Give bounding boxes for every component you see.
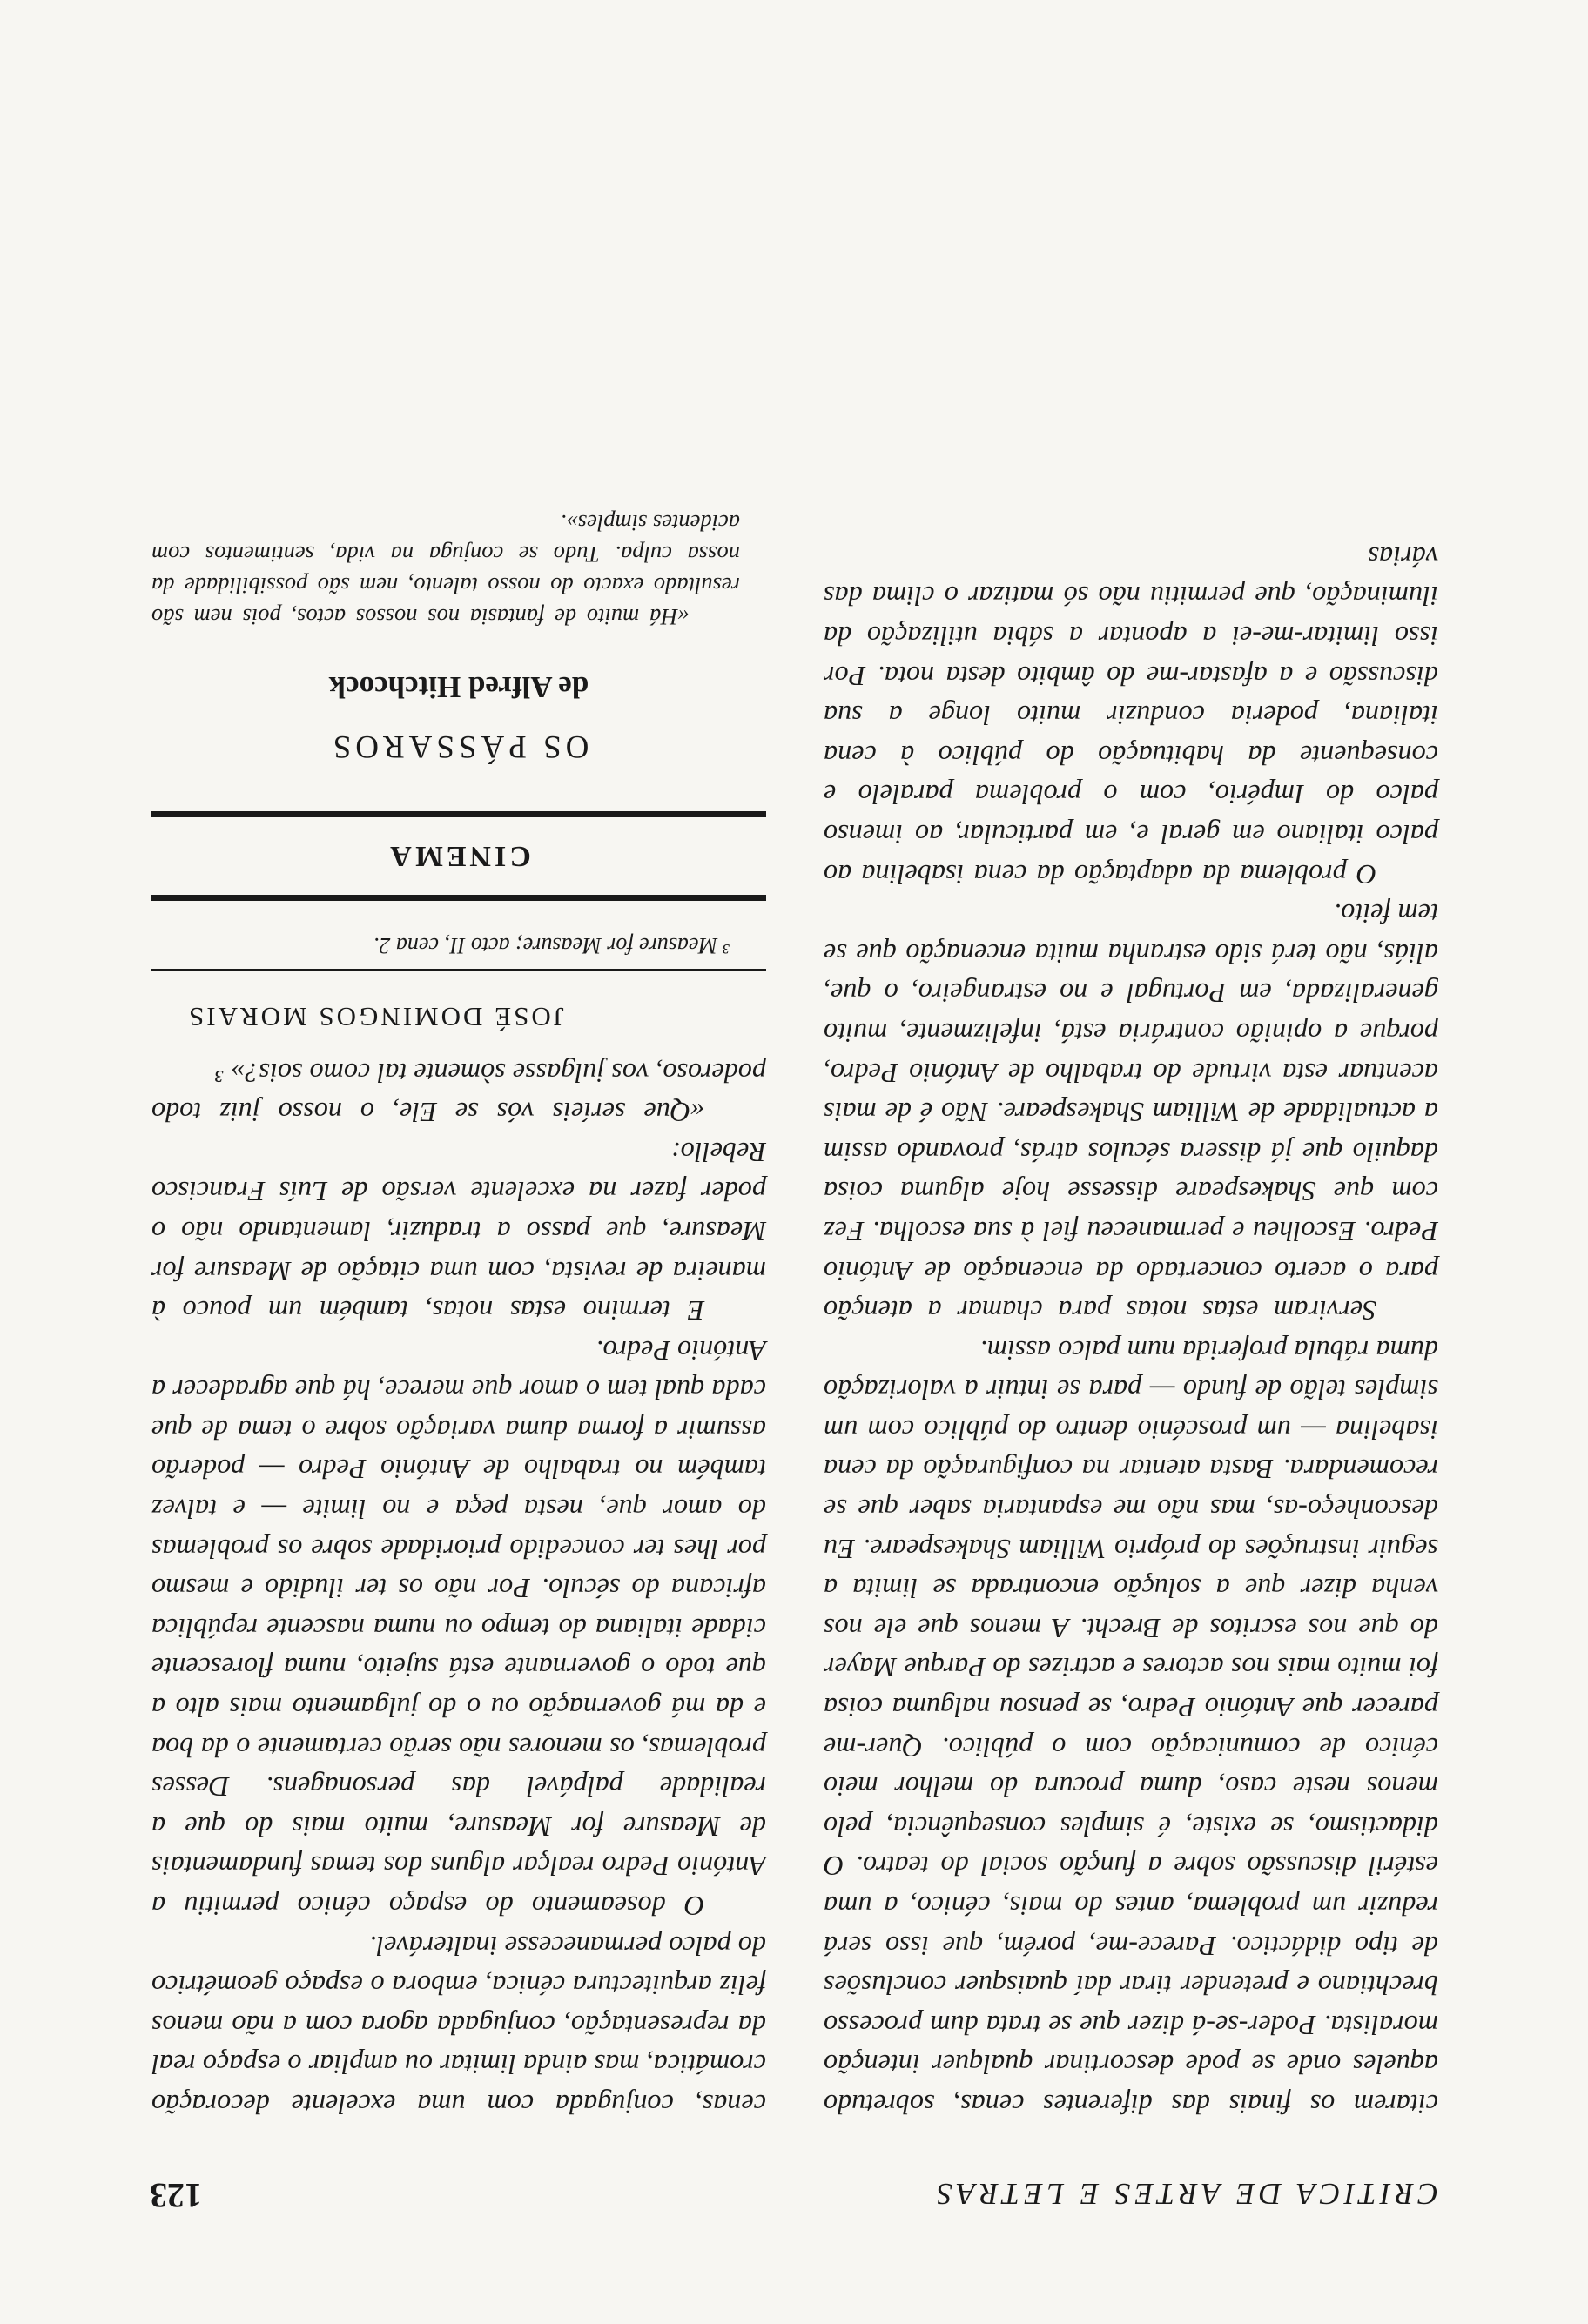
right-column <box>151 507 766 2124</box>
right-paragraph-1: cenas, conjugada com uma excelente decoração cromática, mas ainda limitar ou ampliar o espaço real da representação, conjugada agora com a não menos feliz arquitectura cénica, embora o espaço geométrico do palco permanecesse inalterável. <box>151 1930 766 2120</box>
section-heading: CINEMA <box>387 840 531 873</box>
right-paragraph-3: E termino estas notas, também um pouco à maneira de revista, com uma citação de Measure for Measure, que passo a traduzir, lamentando não o poder fazer na excelente versão de Luís Francisco Rebello: <box>151 1136 766 1327</box>
closing-quote: «Que seríeis vós se Ele, o nosso juiz todo poderoso, vos julgasse sòmente tal como sois?» ³ <box>151 1057 766 1129</box>
left-paragraph-3: O problema da adaptação da cena isabelina ao palco italiano em geral e, em particular, ao imenso palco do Império, com o problema paralelo e consequente da habituação do público à cena italiana, poderia conduzir muito longe a sua discussão e a afastar-me do âmbito desta nota. Por isso limitar-me-ei a apontar a sábia utilização da iluminação, que permitiu não só matizar o clima das várias <box>824 541 1438 890</box>
right-paragraph-2: O doseamento do espaço cénico permitiu a António Pedro realçar alguns dos temas fundamentais de Measure for Measure, muito mais do que a realidade palpável das personagens. Desses problemas, os menores não serão certamente o da boa e da má governação ou o do julgamento mais alto a que todo o governante está sujeito, numa florescente cidade italiana do tempo ou numa nascente república africana do século. Por não os ter iludido e mesmo por lhes ter concedido prioridade sobre os problemas do amor que, nesta peça e no limite — e talvez também no trabalho de António Pedro — poderão assumir a forma duma variação sobre o tema de que cada qual tem o amor que merece, há que agradecer a António Pedro. <box>151 1334 766 1923</box>
running-title: CRITICA DE ARTES E LETRAS <box>932 2177 1438 2211</box>
running-header <box>150 2164 1438 2216</box>
section-rule-bottom <box>151 811 766 817</box>
section-rule-top <box>151 895 766 901</box>
author-signature: JOSÉ DOMINGOS MORAIS <box>186 1001 564 1032</box>
page-number: 123 <box>150 2176 202 2215</box>
article-title: OS PÁSSAROS <box>328 728 589 764</box>
left-column <box>824 536 1438 2124</box>
left-paragraph-2: Serviram estas notas para chamar a atenção para o acerto concertado da encenação de António Pedro. Escolheu e permaneceu fiel à sua escolha. Fez com que Shakespeare dissesse hoje alguma coisa daquilo que já dissera séculos atrás, provando assim a actualidade de William Shakespeare. Não é de mais acentuar esta virtude do trabalho de António Pedro, porque a opinião contrária está, infelizmente, muito generalizada, em Portugal e no estrangeiro, o que, aliás, não terá sido estranha muita encenação que se tem feito. <box>824 898 1438 1327</box>
article-subtitle: de Alfred Hitchcock <box>328 670 589 705</box>
left-paragraph-1: citarem os finais das diferentes cenas, sobretudo aqueles onde se pode descortinar qualquer intenção moralista. Poder-se-á dizer que se trata dum processo brechtiano e pretender tirar daí quaisquer conclusões de tipo didáctico. Parece-me, porém, que isso será reduzir um problema, antes do mais, cénico, a uma estéril discussão sobre a função social do teatro. O didactismo, se existe, é simples consequência, pelo menos neste caso, duma procura do melhor meio cénico de comunicação com o público. Quer-me parecer que António Pedro, se pensou nalguma coisa foi muito mais nos actores e actrizes do Parque Mayer do que nos escritos de Brecht. A menos que ele nos venha dizer que a solução encontrada se limita a seguir instruções do próprio William Shakespeare. Eu desconheço-as, mas não me espantaria saber que se recomendara. Basta atentar na configuração da cena isabelina — um proscénio dentro do público com um simples telão de fundo — para se intuir a valorização duma rábula proferida num palco assim. <box>824 1334 1438 2120</box>
footnote: ³ Measure for Measure; acto II, cena 2. <box>373 933 730 959</box>
epigraph: «Há muito de fantasia nos nossos actos, pois nem são resultado exacto do nosso talento, nem são possibilidade da nossa culpa. Tudo se conjuga na vida, sentimentos com acidentes simples». <box>151 509 740 630</box>
footnote-divider <box>151 969 766 971</box>
